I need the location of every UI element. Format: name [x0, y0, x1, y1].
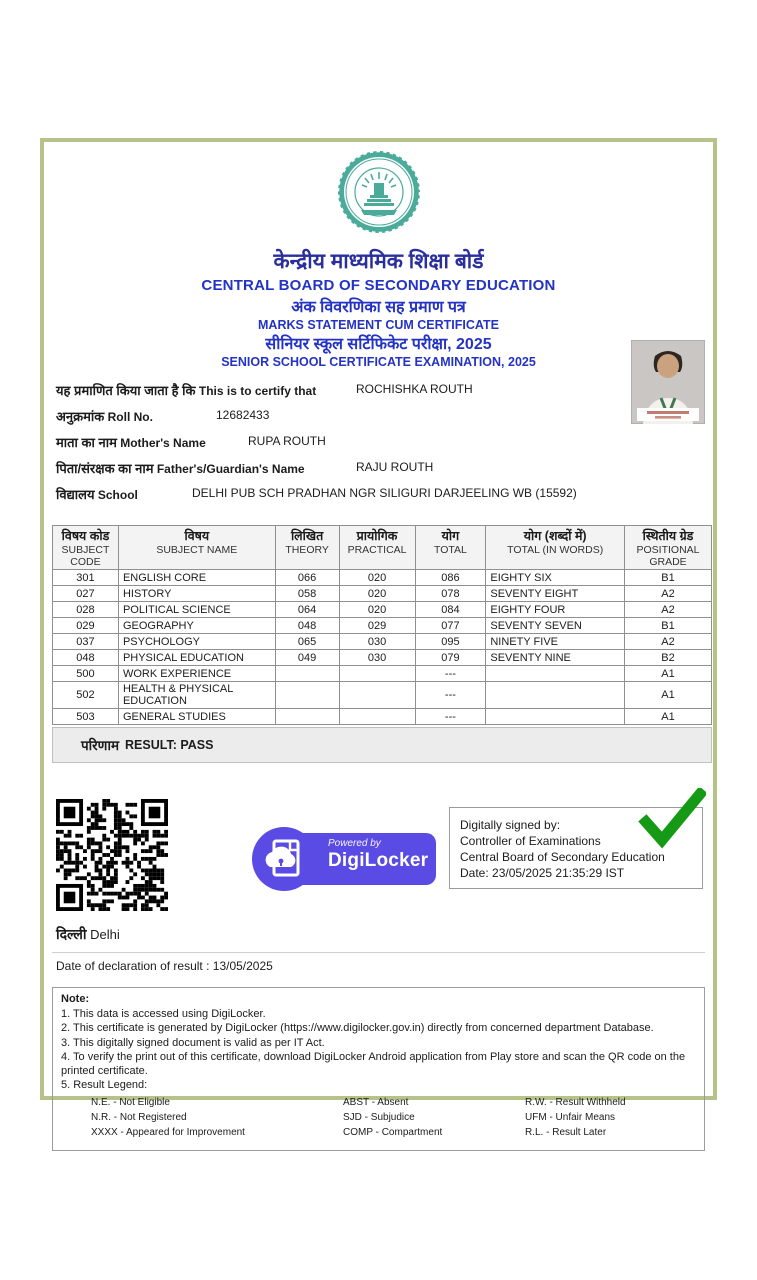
signature-line-2: Controller of Examinations	[460, 834, 601, 848]
legend-row	[91, 1110, 696, 1125]
total-words-cell: SEVENTY NINE	[486, 650, 625, 666]
powered-by-label: Powered by	[328, 838, 381, 849]
legend-cell: UFM - Unfair Means	[525, 1111, 616, 1123]
legend-cell: SJD - Subjudice	[343, 1111, 415, 1123]
total-marks-cell: 078	[415, 586, 486, 602]
total-words-cell	[486, 709, 625, 725]
certificate-header	[52, 146, 705, 369]
subject-name-cell: POLITICAL SCIENCE	[118, 602, 275, 618]
student-info	[56, 381, 705, 511]
theory-marks-cell	[275, 682, 339, 709]
marks-table-header-cell: प्रायोगिक PRACTICAL	[339, 526, 415, 570]
total-words-cell: SEVENTY SEVEN	[486, 618, 625, 634]
theory-marks-cell: 058	[275, 586, 339, 602]
certificate-frame	[40, 138, 717, 1138]
student-name: ROCHISHKA ROUTH	[356, 382, 473, 396]
marks-table-row	[53, 586, 712, 602]
legend-row	[91, 1095, 696, 1110]
signature-date: Date: 23/05/2025 21:35:29 IST	[460, 866, 625, 880]
grade-cell: A2	[625, 634, 712, 650]
total-marks-cell: ---	[415, 709, 486, 725]
marks-table-header-row	[53, 526, 712, 570]
legend-cell: R.W. - Result Withheld	[525, 1096, 626, 1108]
marks-table-row	[53, 709, 712, 725]
marks-table-header-cell: स्थितीय ग्रेड POSITIONAL GRADE	[625, 526, 712, 570]
subject-name-cell: HISTORY	[118, 586, 275, 602]
roll-label-english: Roll No.	[107, 410, 153, 424]
marks-table-row	[53, 570, 712, 586]
father-name: RAJU ROUTH	[356, 460, 434, 474]
note-item: 2. This certificate is generated by DigiLocker (https://www.digilocker.gov.in) directly from concerned department Database.	[61, 1022, 654, 1034]
legend-cell: N.R. - Not Registered	[91, 1111, 187, 1123]
theory-marks-cell: 064	[275, 602, 339, 618]
marks-table-header-cell: लिखित THEORY	[275, 526, 339, 570]
legend-cell: R.L. - Result Later	[525, 1126, 607, 1138]
subject-name-cell: PHYSICAL EDUCATION	[118, 650, 275, 666]
theory-marks-cell: 065	[275, 634, 339, 650]
subject-code-cell: 029	[53, 618, 119, 634]
theory-marks-cell	[275, 666, 339, 682]
total-words-cell: EIGHTY FOUR	[486, 602, 625, 618]
legend-cell: N.E. - Not Eligible	[91, 1096, 170, 1108]
total-marks-cell: ---	[415, 666, 486, 682]
subject-name-cell: WORK EXPERIENCE	[118, 666, 275, 682]
signature-line-3: Central Board of Secondary Education	[460, 850, 665, 864]
marks-table-row	[53, 650, 712, 666]
grade-cell: A2	[625, 602, 712, 618]
roll-row	[56, 407, 705, 433]
legend-cell: ABST - Absent	[343, 1096, 409, 1108]
grade-cell: A1	[625, 709, 712, 725]
subject-code-cell: 027	[53, 586, 119, 602]
exam-title-hindi: सीनियर स्कूल सर्टिफिकेट परीक्षा, 2025	[265, 336, 492, 353]
total-marks-cell: ---	[415, 682, 486, 709]
note-item: 4. To verify the print out of this certificate, download DigiLocker Android application from Play store and scan the QR code on the printed certificate.	[61, 1051, 686, 1077]
declaration-date: 13/05/2025	[212, 959, 273, 973]
note-item: 1. This data is accessed using DigiLocker.	[61, 1007, 266, 1020]
total-words-cell	[486, 682, 625, 709]
signature-line-1: Digitally signed by:	[460, 818, 561, 832]
grade-cell: B1	[625, 570, 712, 586]
mother-name: RUPA ROUTH	[248, 434, 326, 448]
practical-marks-cell: 020	[339, 586, 415, 602]
note-item: 3. This digitally signed document is valid as per IT Act.	[61, 1036, 325, 1049]
marks-table-row	[53, 618, 712, 634]
mother-label-hindi: माता का नाम	[56, 435, 117, 450]
theory-marks-cell: 066	[275, 570, 339, 586]
theory-marks-cell: 049	[275, 650, 339, 666]
result-label-hindi: परिणाम	[81, 738, 120, 753]
marks-table-header-cell: योग TOTAL	[415, 526, 486, 570]
declaration-line	[56, 959, 705, 973]
declaration-label: Date of declaration of result :	[56, 959, 210, 973]
mother-row	[56, 433, 705, 459]
roll-number: 12682433	[216, 408, 270, 422]
digital-signature-box	[449, 807, 703, 889]
grade-cell: A1	[625, 682, 712, 709]
qr-code	[56, 799, 168, 911]
marks-table-header-cell: योग (शब्दों में) TOTAL (IN WORDS)	[486, 526, 625, 570]
certify-label-english: This is to certify that	[198, 384, 317, 398]
subject-code-cell: 048	[53, 650, 119, 666]
total-words-cell: SEVENTY EIGHT	[486, 586, 625, 602]
theory-marks-cell: 048	[275, 618, 339, 634]
marks-table-row	[53, 634, 712, 650]
total-marks-cell: 077	[415, 618, 486, 634]
practical-marks-cell: 020	[339, 570, 415, 586]
marks-table-row	[53, 666, 712, 682]
legend-cell: XXXX - Appeared for Improvement	[91, 1126, 245, 1138]
practical-marks-cell	[339, 709, 415, 725]
marks-table	[52, 525, 712, 725]
subject-code-cell: 301	[53, 570, 119, 586]
result-strip	[52, 727, 712, 763]
place-english: Delhi	[90, 927, 120, 942]
legend-row	[91, 1125, 696, 1140]
school-label-hindi: विद्यालय	[56, 487, 95, 502]
result-legend	[91, 1095, 696, 1140]
total-marks-cell: 084	[415, 602, 486, 618]
practical-marks-cell: 020	[339, 602, 415, 618]
verification-section	[54, 799, 703, 911]
grade-cell: B2	[625, 650, 712, 666]
father-label-hindi: पिता/संरक्षक का नाम	[56, 461, 154, 476]
grade-cell: B1	[625, 618, 712, 634]
subject-code-cell: 028	[53, 602, 119, 618]
total-marks-cell: 086	[415, 570, 486, 586]
total-words-cell	[486, 666, 625, 682]
place-line	[56, 925, 705, 944]
doc-title-english: MARKS STATEMENT CUM CERTIFICATE	[258, 318, 499, 332]
practical-marks-cell	[339, 666, 415, 682]
total-words-cell: EIGHTY SIX	[486, 570, 625, 586]
grade-cell: A1	[625, 666, 712, 682]
exam-title-english: SENIOR SCHOOL CERTIFICATE EXAMINATION, 2025	[221, 355, 536, 369]
grade-cell: A2	[625, 586, 712, 602]
school-name: DELHI PUB SCH PRADHAN NGR SILIGURI DARJEELING WB (15592)	[192, 486, 577, 500]
total-marks-cell: 079	[415, 650, 486, 666]
digilocker-icon	[252, 827, 316, 891]
roll-label-hindi: अनुक्रमांक	[56, 409, 105, 424]
practical-marks-cell: 030	[339, 634, 415, 650]
certify-label-hindi: यह प्रमाणित किया जाता है कि	[56, 383, 196, 398]
marks-table-row	[53, 682, 712, 709]
digilocker-badge	[252, 827, 436, 891]
board-name-english: CENTRAL BOARD OF SECONDARY EDUCATION	[201, 277, 556, 294]
marks-table-row	[53, 602, 712, 618]
note-item: 5. Result Legend:	[61, 1079, 148, 1091]
practical-marks-cell: 029	[339, 618, 415, 634]
subject-name-cell: HEALTH & PHYSICAL EDUCATION	[118, 682, 275, 709]
subject-code-cell: 037	[53, 634, 119, 650]
theory-marks-cell	[275, 709, 339, 725]
legend-cell: COMP - Compartment	[343, 1126, 443, 1138]
subject-name-cell: GENERAL STUDIES	[118, 709, 275, 725]
practical-marks-cell	[339, 682, 415, 709]
result-value: RESULT: PASS	[125, 738, 214, 752]
notes-box	[52, 987, 705, 1151]
subject-code-cell: 503	[53, 709, 119, 725]
school-label-english: School	[97, 488, 138, 502]
mother-label-english: Mother's Name	[120, 436, 206, 450]
notes-title: Note:	[61, 993, 90, 1005]
digilocker-label: DigiLocker	[328, 850, 429, 871]
board-name-hindi: केन्द्रीय माध्यमिक शिक्षा बोर्ड	[273, 250, 484, 273]
notes-list	[61, 1008, 696, 1093]
total-marks-cell: 095	[415, 634, 486, 650]
certify-row	[56, 381, 705, 407]
doc-title-hindi: अंक विवरणिका सह प्रमाण पत्र	[291, 299, 466, 316]
subject-code-cell: 502	[53, 682, 119, 709]
divider	[52, 952, 705, 953]
total-words-cell: NINETY FIVE	[486, 634, 625, 650]
subject-name-cell: PSYCHOLOGY	[118, 634, 275, 650]
marks-table-header-cell: विषय कोड SUBJECT CODE	[53, 526, 119, 570]
practical-marks-cell: 030	[339, 650, 415, 666]
subject-name-cell: GEOGRAPHY	[118, 618, 275, 634]
subject-code-cell: 500	[53, 666, 119, 682]
place-hindi: दिल्ली	[56, 926, 87, 942]
school-row	[56, 485, 705, 511]
father-label-english: Father's/Guardian's Name	[156, 462, 305, 476]
checkmark-icon	[634, 788, 706, 854]
cbse-logo-icon	[336, 148, 422, 245]
marks-table-header-cell: विषय SUBJECT NAME	[118, 526, 275, 570]
father-row	[56, 459, 705, 485]
subject-name-cell: ENGLISH CORE	[118, 570, 275, 586]
marks-table-body	[53, 570, 712, 725]
